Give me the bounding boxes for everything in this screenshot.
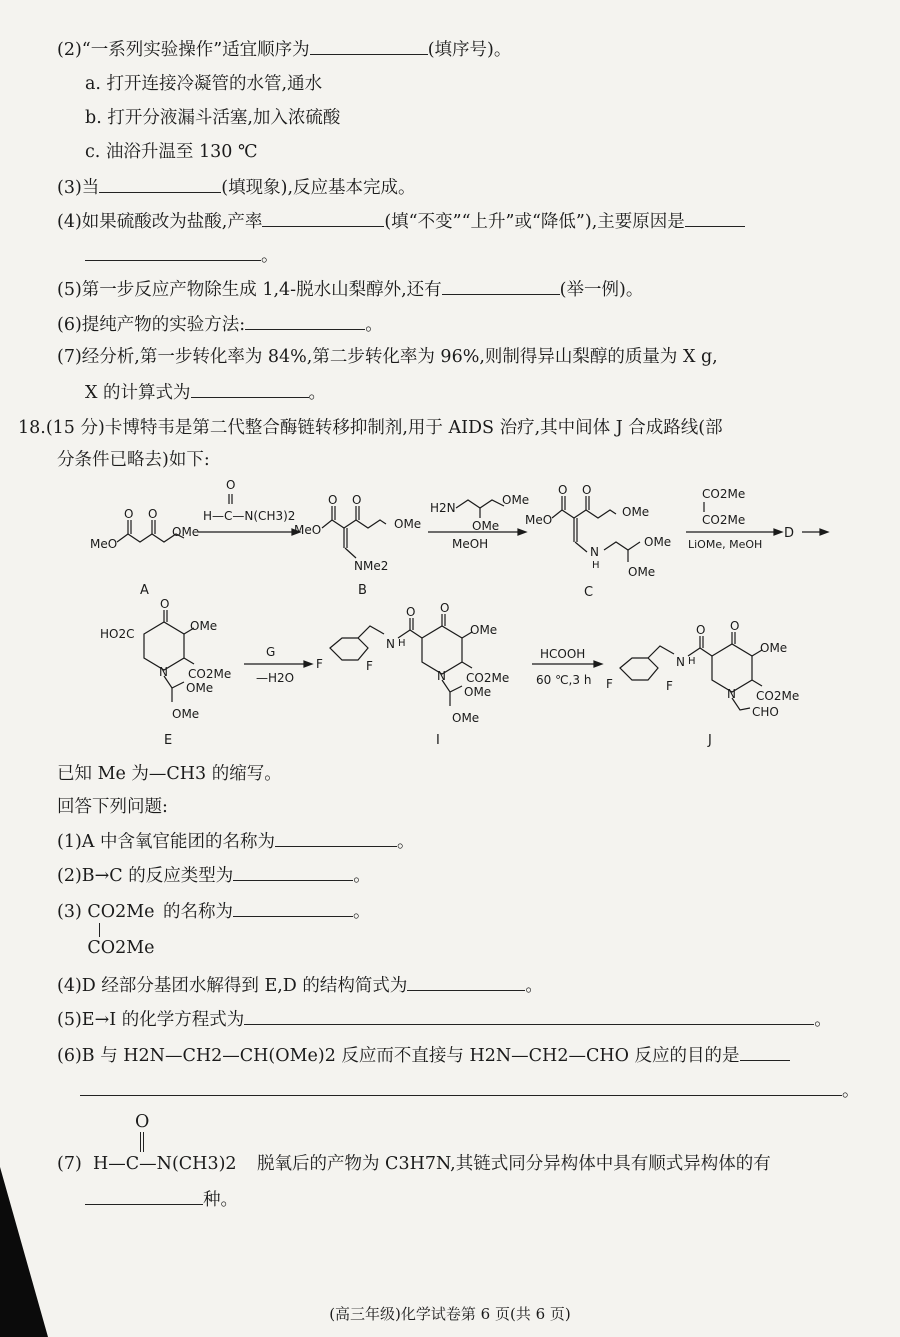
reaction-arrow-4 <box>244 645 312 685</box>
q17-part3: (3)当 (填现象),反应基本完成。 <box>57 174 416 200</box>
compound-j-structure <box>606 619 799 719</box>
svg-text:N: N <box>590 545 599 559</box>
reaction-arrow-3 <box>686 487 828 551</box>
bond-line <box>99 923 100 937</box>
dimethyl-oxalate-formula: CO2Me CO2Me <box>87 902 155 958</box>
svg-text:OMe: OMe <box>644 535 672 549</box>
svg-text:CO2Me: CO2Me <box>466 671 510 685</box>
svg-text:OMe: OMe <box>622 505 650 519</box>
svg-text:N: N <box>159 665 168 679</box>
q18-part4: (4)D 经部分基团水解得到 E,D 的结构简式为 。 <box>57 972 543 998</box>
svg-text:MeOH: MeOH <box>452 537 489 551</box>
svg-text:N: N <box>386 637 395 651</box>
svg-text:MeO: MeO <box>525 513 553 527</box>
svg-text:O: O <box>440 601 450 615</box>
svg-text:G: G <box>266 645 276 659</box>
answer-blank[interactable] <box>275 828 397 847</box>
compound-e-structure <box>100 597 231 721</box>
compound-a-structure <box>90 507 199 551</box>
dmf-formula: O H—C—N(CH3)2 <box>93 1112 237 1174</box>
label-b: B <box>358 583 367 598</box>
q18-part7: (7) O H—C—N(CH3)2 脱氧后的产物为 C3H7N,其链式同分异构体中具有顺式异构体的有 <box>57 1110 857 1190</box>
compound-i-structure <box>316 601 509 725</box>
svg-text:O: O <box>124 507 134 521</box>
compound-c-structure <box>525 483 671 579</box>
label-i: I <box>436 733 440 748</box>
answer-blank[interactable] <box>80 1077 842 1096</box>
answer-blank[interactable] <box>191 379 309 398</box>
svg-text:CHO: CHO <box>752 705 779 719</box>
svg-text:OMe: OMe <box>464 685 492 699</box>
svg-text:—H2O: —H2O <box>256 671 295 685</box>
svg-text:OMe: OMe <box>172 525 200 539</box>
label-a: A <box>140 583 149 598</box>
answer-blank[interactable] <box>99 174 221 193</box>
svg-text:H: H <box>688 656 696 667</box>
answer-blank[interactable] <box>244 1006 814 1025</box>
svg-text:O: O <box>328 493 338 507</box>
q18-part1: (1)A 中含氧官能团的名称为 。 <box>57 828 415 854</box>
svg-text:O: O <box>730 619 740 633</box>
svg-text:LiOMe, MeOH: LiOMe, MeOH <box>688 538 763 551</box>
q17-option-c: c. 油浴升温至 130 ℃ <box>85 142 258 162</box>
svg-text:O: O <box>226 478 236 492</box>
answer-blank[interactable] <box>85 242 261 261</box>
synthesis-scheme-row1 <box>60 476 850 606</box>
answer-blank[interactable] <box>310 36 428 55</box>
svg-text:OMe: OMe <box>502 493 530 507</box>
svg-text:H: H <box>592 560 600 571</box>
reaction-arrow-5 <box>532 647 602 687</box>
svg-text:OMe: OMe <box>452 711 480 725</box>
q17-part7-cont: X 的计算式为 。 <box>85 379 326 405</box>
q18-part6: (6)B 与 H2N—CH2—CH(OMe)2 反应而不直接与 H2N—CH2—CHO 反应的目的是 <box>57 1042 790 1068</box>
q17-part7: (7)经分析,第一步转化率为 84%,第二步转化率为 96%,则制得异山梨醇的质量为 X g, <box>57 347 718 367</box>
q18-part6-cont: 。 <box>80 1077 860 1103</box>
svg-text:MeO: MeO <box>90 537 118 551</box>
svg-text:N: N <box>727 687 736 701</box>
answer-blank[interactable] <box>233 898 353 917</box>
svg-text:NMe2: NMe2 <box>354 559 389 573</box>
svg-text:O: O <box>696 623 706 637</box>
svg-text:CO2Me: CO2Me <box>756 689 800 703</box>
svg-text:CO2Me: CO2Me <box>188 667 232 681</box>
q17-option-a: a. 打开连接冷凝管的水管,通水 <box>85 74 323 94</box>
svg-text:OMe: OMe <box>470 623 498 637</box>
answer-blank[interactable] <box>85 1186 203 1205</box>
svg-text:OMe: OMe <box>628 565 656 579</box>
svg-text:HO2C: HO2C <box>100 627 135 641</box>
svg-text:D: D <box>784 526 795 541</box>
svg-text:F: F <box>366 659 373 673</box>
q17-part5: (5)第一步反应产物除生成 1,4-脱水山梨醇外,还有 (举一例)。 <box>57 276 643 302</box>
q18-part2: (2)B→C 的反应类型为 。 <box>57 862 371 888</box>
svg-text:CO2Me: CO2Me <box>702 513 746 527</box>
svg-text:O: O <box>406 605 416 619</box>
q17-part6: (6)提纯产物的实验方法: 。 <box>57 311 383 337</box>
label-e: E <box>164 733 173 748</box>
svg-text:N: N <box>676 655 685 669</box>
answer-blank[interactable] <box>262 208 384 227</box>
svg-text:MeO: MeO <box>294 523 322 537</box>
svg-text:O: O <box>352 493 362 507</box>
svg-text:OMe: OMe <box>190 619 218 633</box>
compound-b-structure <box>294 493 421 573</box>
svg-text:OMe: OMe <box>172 707 200 721</box>
reaction-arrow-2 <box>428 493 529 551</box>
q18-part3: (3) CO2Me CO2Me 的名称为 。 <box>57 898 370 924</box>
svg-text:F: F <box>316 657 323 671</box>
svg-text:N: N <box>437 669 446 683</box>
svg-text:O: O <box>558 483 568 497</box>
svg-text:OMe: OMe <box>760 641 788 655</box>
label-j: J <box>708 733 712 748</box>
svg-text:60 ℃,3 h: 60 ℃,3 h <box>536 673 592 687</box>
q18-note: 已知 Me 为—CH3 的缩写。 <box>57 764 282 784</box>
synthesis-scheme-row2 <box>60 597 850 748</box>
double-bond <box>140 1132 144 1152</box>
answer-blank[interactable] <box>685 208 745 227</box>
svg-text:O: O <box>148 507 158 521</box>
q18-header: 18.(15 分)卡博特韦是第二代整合酶链转移抑制剂,用于 AIDS 治疗,其中间体 J 合成路线(部 <box>18 418 723 438</box>
answer-blank[interactable] <box>245 311 365 330</box>
q17-part4-cont: 。 <box>85 242 279 268</box>
svg-text:OMe: OMe <box>472 519 500 533</box>
svg-text:OMe: OMe <box>186 681 214 695</box>
q17-part2: (2)“一系列实验操作”适宜顺序为 (填序号)。 <box>57 36 511 62</box>
svg-text:H—C—N(CH3)2: H—C—N(CH3)2 <box>203 509 296 523</box>
q18-header-cont: 分条件已略去)如下: <box>57 450 210 470</box>
answer-blank[interactable] <box>407 972 525 991</box>
q18-part7-cont: 种。 <box>85 1186 238 1212</box>
page-footer: (高三年级)化学试卷第 6 页(共 6 页) <box>329 1305 571 1323</box>
q18-answer-prompt: 回答下列问题: <box>57 797 168 817</box>
q17-part4: (4)如果硫酸改为盐酸,产率 (填“不变”“上升”或“降低”),主要原因是 <box>57 208 745 234</box>
svg-text:H2N: H2N <box>430 501 456 515</box>
q17-option-b: b. 打开分液漏斗活塞,加入浓硫酸 <box>85 108 341 128</box>
reaction-arrow-1 <box>198 478 300 535</box>
svg-text:O: O <box>582 483 592 497</box>
q18-part5: (5)E→I 的化学方程式为 。 <box>57 1006 832 1032</box>
svg-text:F: F <box>666 679 673 693</box>
answer-blank[interactable] <box>442 276 560 295</box>
answer-blank[interactable] <box>740 1042 790 1061</box>
svg-text:O: O <box>160 597 170 611</box>
svg-text:HCOOH: HCOOH <box>540 647 586 661</box>
answer-blank[interactable] <box>233 862 353 881</box>
svg-text:F: F <box>606 677 613 691</box>
svg-text:CO2Me: CO2Me <box>702 487 746 501</box>
svg-text:OMe: OMe <box>394 517 422 531</box>
label-c: C <box>584 585 594 600</box>
svg-text:H: H <box>398 638 406 649</box>
